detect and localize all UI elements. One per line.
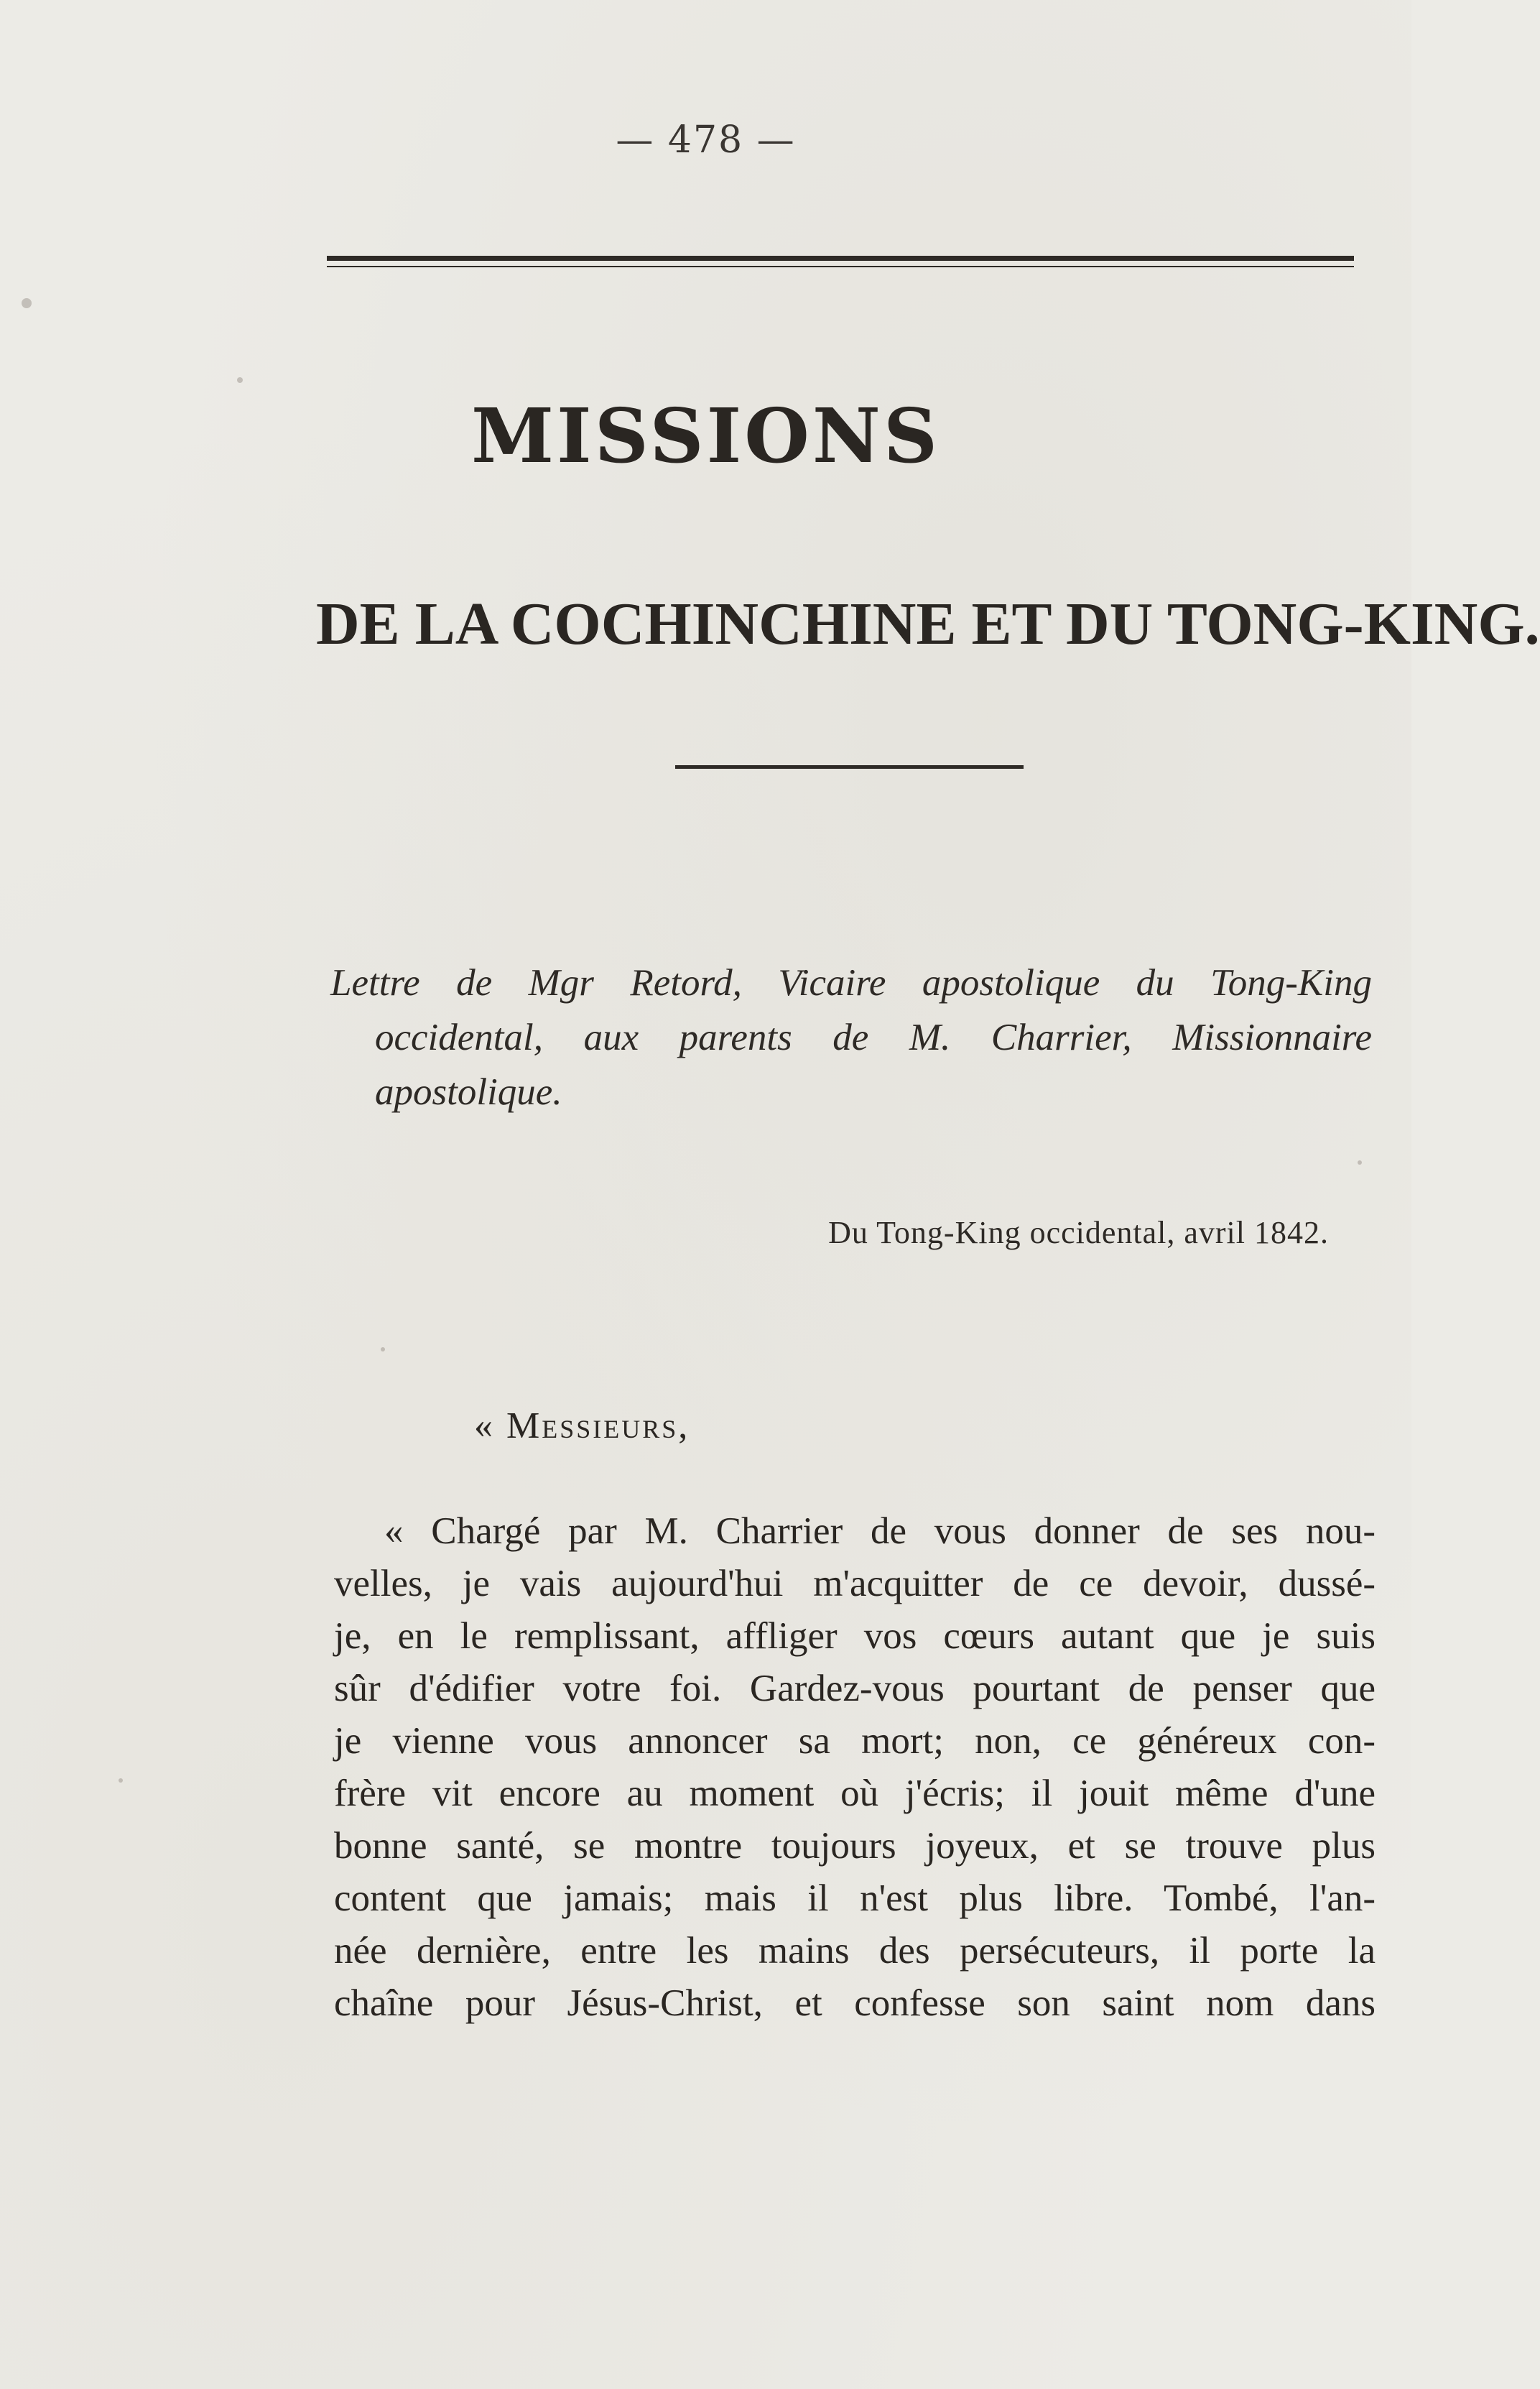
body-line: née dernière, entre les mains des persécuteurs, il porte la [334,1930,1376,1972]
paper-speck [22,298,32,308]
paper-speck [1358,1160,1362,1165]
letter-body [334,1505,1376,2030]
body-line: je vienne vous annoncer sa mort; non, ce généreux con- [334,1720,1376,1762]
section-title: MISSIONS [470,392,941,480]
header-double-rule [327,256,1354,267]
body-line: chaîne pour Jésus-Christ, et confesse son saint nom dans [334,1982,1376,2024]
section-subtitle: DE LA COCHINCHINE ET DU TONG-KING. [316,591,1540,657]
body-line: « Chargé par M. Charrier de vous donner de ses nou- [384,1510,1376,1552]
body-line: frère vit encore au moment où j'écris; il jouit même d'une [334,1773,1376,1814]
letter-heading-line-3: apostolique. [375,1071,562,1113]
body-line: bonne santé, se montre toujours joyeux, et se trouve plus [334,1825,1376,1867]
page-number: — 478 — [616,119,796,162]
letter-heading-line-2: occidental, aux parents de M. Charrier, Missionnaire [375,1017,1372,1058]
paper-speck [119,1778,123,1783]
body-line: content que jamais; mais il n'est plus libre. Tombé, l'an- [334,1877,1376,1919]
letter-salutation: « Messieurs, [474,1405,690,1446]
title-separator-rule [675,765,1024,769]
body-line: sûr d'édifier votre foi. Gardez-vous pourtant de penser que [334,1668,1376,1709]
body-line: je, en le remplissant, affliger vos cœurs autant que je suis [334,1615,1376,1657]
paper-speck [237,377,243,383]
letter-heading-line-1: Lettre de Mgr Retord, Vicaire apostolique du Tong-King [330,962,1372,1004]
paper-speck [381,1347,385,1351]
letter-dateline: Du Tong-King occidental, avril 1842. [828,1215,1329,1250]
letter-heading [330,956,1372,1119]
body-line: velles, je vais aujourd'hui m'acquitter de ce devoir, dussé- [334,1563,1376,1604]
